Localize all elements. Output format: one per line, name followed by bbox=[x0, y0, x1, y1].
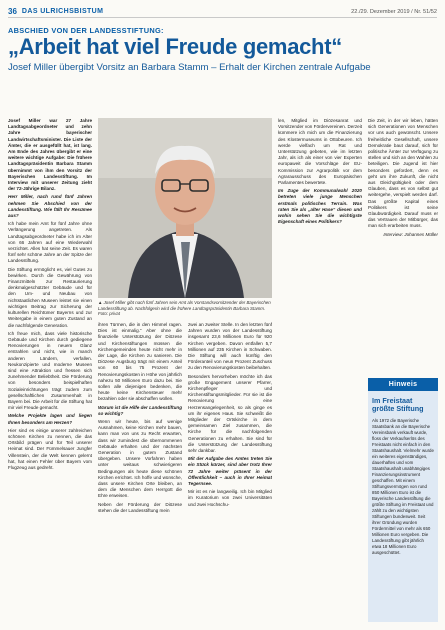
portrait-photo bbox=[98, 118, 272, 298]
interview-answer: Die Zeit, in der wir leben, hätten sich Generationen von Menschen vor uns auch gewünscht. Unsere freiheitliche Gesellschaft, unsere Demokratie baut darauf, sich für politische Ämter zur Verfügung zu stellen und sich an den Wahlen zu beteiligen. Die Jugend ist hier besonders gefordert, denn es geht um ihre Zukunft, die nicht aus Gleichgültigkeit oder dem Glauben, dass es von selbst gut weitergehe, verspielt werden darf. Das größte Kapital eines Politikers ist seine Glaubwürdigkeit. Darauf muss er das Vertrauen der Mitbürger, das man sich erarbeiten muss. bbox=[368, 118, 438, 229]
photo-credit: Foto: privat bbox=[98, 311, 120, 317]
interview-answer: len, Mitglied im Diözesanrat und Vorsitzender von Fördervereinen. Derzeit kümmere ich mich um die Finanzierung des Klostermuseums in Ottobeuren. Ich werde vielfach um Rat und Unterstützung gebeten, wie im letzten Jahr, als ich als einer von vier Experten europaweit die Vorschläge der EU-Kommission zur Agrarpolitik vor dem Agrarausschuss des Europäischen Parlamentes bewertete. bbox=[278, 118, 362, 186]
photo-caption bbox=[98, 300, 272, 317]
interview-answer: Ich habe mein Amt für fünf Jahre ohne Verlängerung angetreten. Als Landtagsabgeordneter habe ich im Alter von 66 Jahren auf eine Wiederwahl verzichtet. Alles hat seine Zeit. Es waren fünf sehr schöne Jahre an der Spitze der Landesstiftung. bbox=[8, 221, 92, 264]
interview-answer: Besonders hervorheben möchte ich das große Engagement unserer Pfarrer, Kirchenpfleger und Kirchenstiftungsmitglieder. Für sie ist die Renovierung eine Herzensangelegenheit, so als ginge es um ihr eigenes Haus. Sie schweißt die Mitglieder der Ortskirche in dem gemeinsamen Ziel zusammen, die Kirche für die nachfolgenden Generationen zu erhalten. Sie sind für die Unterstützung der Landesstiftung sehr dankbar. bbox=[188, 373, 272, 454]
column-4 bbox=[278, 118, 362, 366]
interview-answer: Ich freue mich, dass viele historische Gebäude und Kirchen durch gediegene Renovierungen in neuem Glanz erstrahlen und nicht, wie in manch anderen Ländern, verfallen. Neukonzipierte und moderne Museen sind eine Attraktion und fressen sich zunehmender Beliebtheit. Die Förderung von besonders beispielhaften Sozialeinrichtungen trägt zudem zum gesellschaftlichen Zusammenhalt in Bayern bei. Die Arbeit für die Stiftung hat mir viel Freude gemacht. bbox=[8, 330, 92, 411]
interview-answer: Wenn wir heute, bis auf wenige Ausnahmen, keine Kirchen mehr bauen, kann man von uns zu Recht erwarten, dass wir zumindest die übernommenen Gebäude erhalten und der nächsten Generation in gutem Zustand übergeben. Unsere Vorfahren haben unter weitaus schwierigeren Bedingungen als heute diese schönen Kirchen errichtet. Ich hoffe und wünsche, dass unsere Kirchen Orte bleiben, an dem die Menschen dem Herrgott die Ehre erweisen. bbox=[98, 419, 182, 499]
page-number: 36 bbox=[8, 7, 17, 16]
interview-question: Mit der Aufgabe des Amtes treten Sie ein Stück kürzer, sind aber trotz Ihrer 72 Jahre weiter präsent in der Öffentlichkeit – auch in Ihrer Heimat Tegernsee. bbox=[188, 456, 272, 487]
interview-answer: Die Stiftung ermöglicht es, viel Gutes zu bewirken. Durch die Gewährung von Finanzmitteln zur Restaurierung denkmalgeschützter Gebäude und für den Um- und Neubau von nichtstaatlichen Museen leistet sie einen wichtigen Beitrag zur Sicherung der kulturellen Reichtümer Bayerns und zur Weitergabe in einem guten Zustand an die nachfolgende Generation. bbox=[8, 266, 92, 328]
interview-answer: Hier sind es einige unserer zahlreichen schönen Kirchen zu nennen, die das Ortsbild prägen und für Teil unserer Heimat sind. Der Fümmelsauer Jungfer Villenstein, der die Welt kennen gelernt hat, hat einen Fehler über Bayern vom Flugzeug aus gedreht. bbox=[8, 427, 92, 470]
column-5 bbox=[368, 118, 438, 368]
page-header bbox=[8, 6, 437, 18]
column-1 bbox=[8, 118, 92, 623]
caption-text: ▲ Josef Miller gibt nach fünf Jahren sein Amt als Vorstandsvorsitzender der Bayerischen Landesstiftung ab. Nachfolgerin wird die frühere Landtagspräsidentin Barbara Stamm. bbox=[98, 300, 271, 311]
interviewer-signature: Interview: Johannes Müller bbox=[383, 231, 438, 237]
interview-answer: ihren Türmen, die in den Himmel ragen. Dies ist einmalig.“ Aber ohne die finanzielle Unterstützung der Diözese und Kirchenstiftungen müssen die Kirchengemeinden heute nicht mehr in der Lage, die Kirchen zu sanieren. Die Diözese Augsburg trägt mit einem Anteil von 60 bis 75 Prozent der Renovierungskosten in Höhe von jährlich nahezu 50 Millionen Euro dazu bei. Sie sollen alle diejenigen bedenken, die heute keine Kirchensteuer mehr bezahlen oder sie abschaffen wollen. bbox=[98, 322, 182, 402]
portrait-illustration bbox=[98, 118, 272, 298]
interview-question: Herr Miller, nach rund fünf Jahren nehmen Sie Abschied von der Landesstiftung. Wie fällt Ihr Resümee aus? bbox=[8, 194, 92, 219]
interview-answer: zwei an zweiter Stelle. In den letzten fünf Jahren wurden von der Landesstiftung insgesamt 23,6 Millionen Euro für 920 Kirchen vergeben. Davon entfallen 5,7 Millionen auf 235 Kirchen in Schwaben. Die Stiftung will auch künftig den Förderanteil von neun Prozent Zuschuss zu den Renovierungskosten beibehalten. bbox=[188, 322, 272, 371]
interview-question: Welche Projekte lagen und liegen Ihnen besonders am Herzen? bbox=[8, 413, 92, 425]
interview-answer: Neben der Förderung der Diözese stehen die der Landesstiftung mein bbox=[98, 501, 182, 513]
issue-dateline: 22./29. Dezember 2019 / Nr. 51/52 bbox=[351, 8, 437, 15]
column-2 bbox=[98, 322, 182, 623]
interview-question: Warum ist die Hilfe der Landesstiftung so wichtig? bbox=[98, 404, 182, 416]
interview-question: Im Zuge der Kommunalwahl 2020 betreten viele junge Menschen erstmals politisches Terrain. Was raten Sie als „alter Hase“ diesen und wohin sehen Sie die wichtigste Eigenschaft eines Politikers? bbox=[278, 188, 362, 225]
article-lead: Josef Miller war 27 Jahre Landtagsabgeordneter und zehn Jahre bayerischer Landwirtschaftsminister. Die Liste der Ämter, die er ausgefüllt hat, ist lang. Am Ende des Jahres übergibt er eine weitere wichtige Aufgabe: Die frühere Landtagspräsidentin Barbara Stamm übernimmt von ihm den Vorsitz der Bayerischen Landesstiftung. Im Interview mit unserer Zeitung zieht der 72-Jährige Bilanz. bbox=[8, 118, 92, 192]
info-box-heading: Im Freistaat größte Stiftung bbox=[372, 396, 424, 413]
info-box bbox=[368, 378, 438, 622]
article-kicker: ABSCHIED VON DER LANDESSTIFTUNG: bbox=[8, 26, 164, 35]
article-subhead: Josef Miller übergibt Vorsitz an Barbara Stamm – Erhalt der Kirchen zentrale Aufgabe bbox=[8, 62, 371, 73]
info-box-title: Hinweis bbox=[368, 378, 438, 391]
info-box-text: Als 1972 die Bayerische Staatsbank an die Bayerische Vereinsbank verkauft wurde, floss der Verkaufserlös des Freistaats nicht einfach in den Staatshaushalt. Vielmehr wurde ein weiteres eigenständiges, dauerhaftes und vom Staatshaushalt unabhängiges Finanzierungsinstrument geschaffen. Mit einem Stiftungsvermögen von rund 850 Millionen Euro ist die Bayerische Landesstiftung die größte Stiftung im Freistaat und zählt zu den wichtigsten Stiftungen bundesweit. Seit ihrer Gründung wurden Fördermittel von mehr als 650 Millionen Euro vergeben. Die Landesstiftung gibt jährlich etwa 18 Millionen Euro ausgeschüttet. bbox=[372, 418, 434, 555]
interview-answer: Mir ist es nie langweilig. Ich bin Mitglied im Kuratorium von zwei Universitäten und zwei Hochschu- bbox=[188, 489, 272, 507]
column-3 bbox=[188, 322, 272, 623]
article-headline: „Arbeit hat viel Freude gemacht“ bbox=[8, 34, 342, 59]
section-title: DAS ULRICHSBISTUM bbox=[21, 8, 104, 15]
